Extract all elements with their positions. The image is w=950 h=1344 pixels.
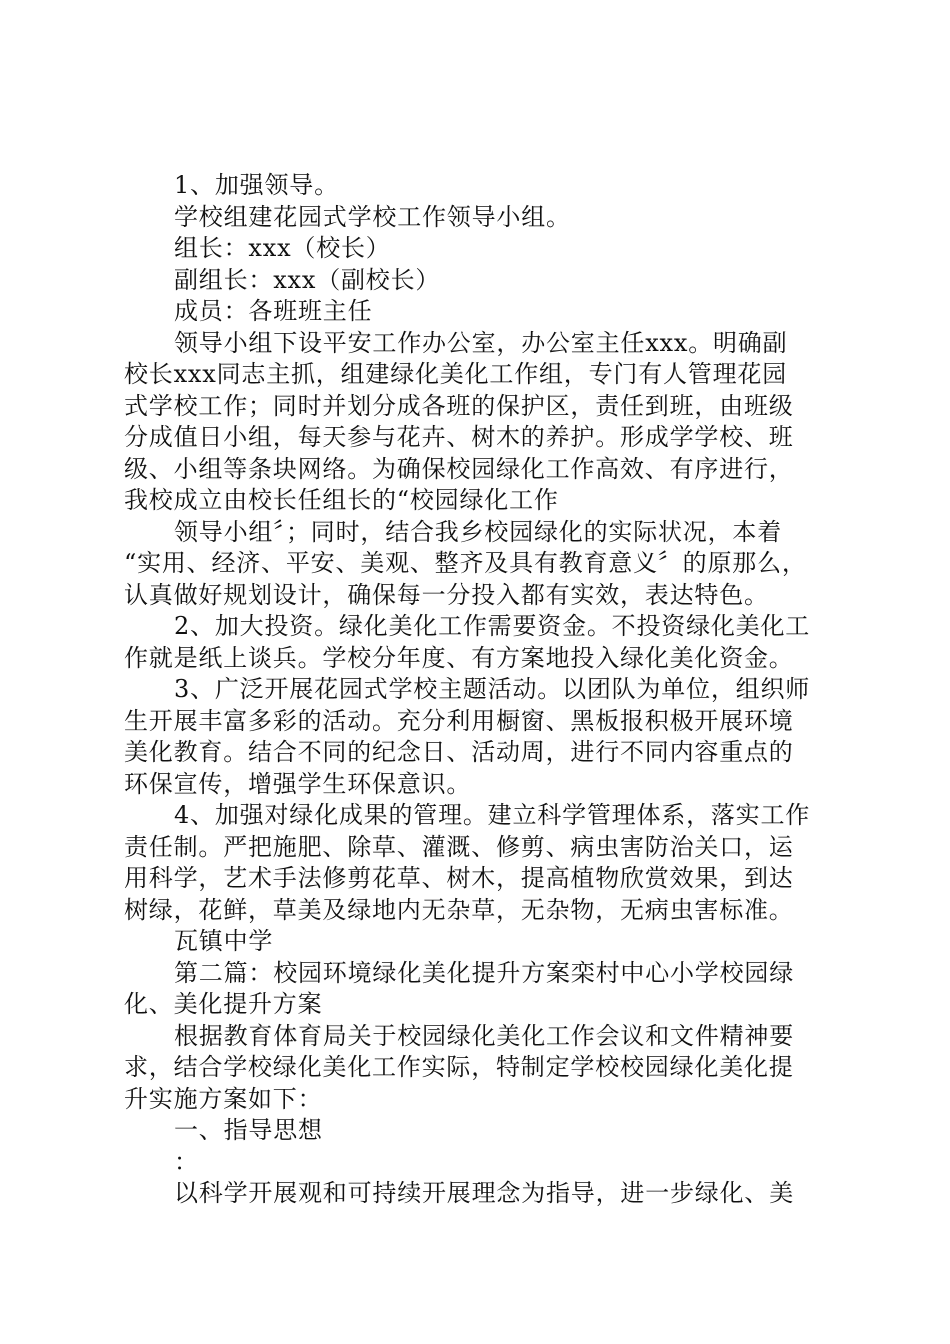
document-body: [124, 170, 824, 1210]
text-line: 领导小组〞；同时，结合我乡校园绿化的实际状况，本着: [174, 517, 782, 546]
text-line: 4、加强对绿化成果的管理。建立科学管理体系，落实工作: [174, 801, 811, 829]
text-line: 副组长：xxx（副校长）: [174, 265, 441, 294]
text-line: 树绿，花鲜，草美及绿地内无杂草，无杂物，无病虫害标准。: [124, 895, 794, 924]
text-line: 环保宣传，增强学生环保意识。: [124, 769, 472, 798]
text-line: “实用、经济、平安、美观、整齐及具有教育意义〞的原那么，: [124, 549, 807, 577]
text-line: 校长xxx同志主抓，组建绿化美化工作组，专门有人管理花园: [124, 360, 788, 388]
text-line: 我校成立由校长任组长的“校园绿化工作: [124, 486, 559, 514]
text-line: 成员：各班班主任: [174, 297, 373, 325]
text-line: 第二篇：校园环境绿化美化提升方案栾村中心小学校园绿: [174, 958, 794, 987]
text-line: 1、加强领导。: [174, 171, 339, 199]
text-line: 一、指导思想: [174, 1116, 323, 1144]
text-line: 组长：xxx（校长）: [174, 234, 391, 262]
text-line: 级、小组等条块网络。为确保校园绿化工作高效、有序进行，: [124, 454, 794, 483]
text-line: 以科学开展观和可持续开展理念为指导，进一步绿化、美: [174, 1179, 794, 1207]
text-line: 生开展丰富多彩的活动。充分利用橱窗、黑板报积极开展环境: [124, 706, 794, 735]
text-line: 用科学，艺术手法修剪花草、树木，提高植物欣赏效果，到达: [124, 864, 794, 892]
text-line: 领导小组下设平安工作办公室，办公室主任xxx。明确副: [174, 328, 788, 357]
text-line: ：: [174, 1147, 199, 1176]
text-line: 责任制。严把施肥、除草、灌溉、修剪、病虫害防治关口，运: [124, 832, 794, 861]
text-line: 分成值日小组，每天参与花卉、树木的养护。形成学学校、班: [124, 423, 794, 451]
text-line: 3、广泛开展花园式学校主题活动。以团队为单位，组织师: [174, 675, 811, 703]
text-line: 瓦镇中学: [174, 927, 274, 955]
text-line: 认真做好规划设计，确保每一分投入都有实效，表达特色。: [124, 580, 769, 609]
text-line: 根据教育体育局关于校园绿化美化工作会议和文件精神要: [174, 1021, 794, 1050]
text-line: 升实施方案如下：: [124, 1084, 323, 1113]
text-line: 美化教育。结合不同的纪念日、活动周，进行不同内容重点的: [124, 738, 794, 766]
text-line: 式学校工作；同时并划分成各班的保护区，责任到班，由班级: [124, 391, 794, 420]
text-line: 作就是纸上谈兵。学校分年度、有方案地投入绿化美化资金。: [124, 643, 794, 672]
text-line: 2、加大投资。绿化美化工作需要资金。不投资绿化美化工: [174, 612, 811, 640]
text-line: 学校组建花园式学校工作领导小组。: [174, 202, 571, 231]
text-line: 化、美化提升方案: [124, 990, 323, 1018]
text-line: 求，结合学校绿化美化工作实际，特制定学校校园绿化美化提: [124, 1053, 794, 1081]
